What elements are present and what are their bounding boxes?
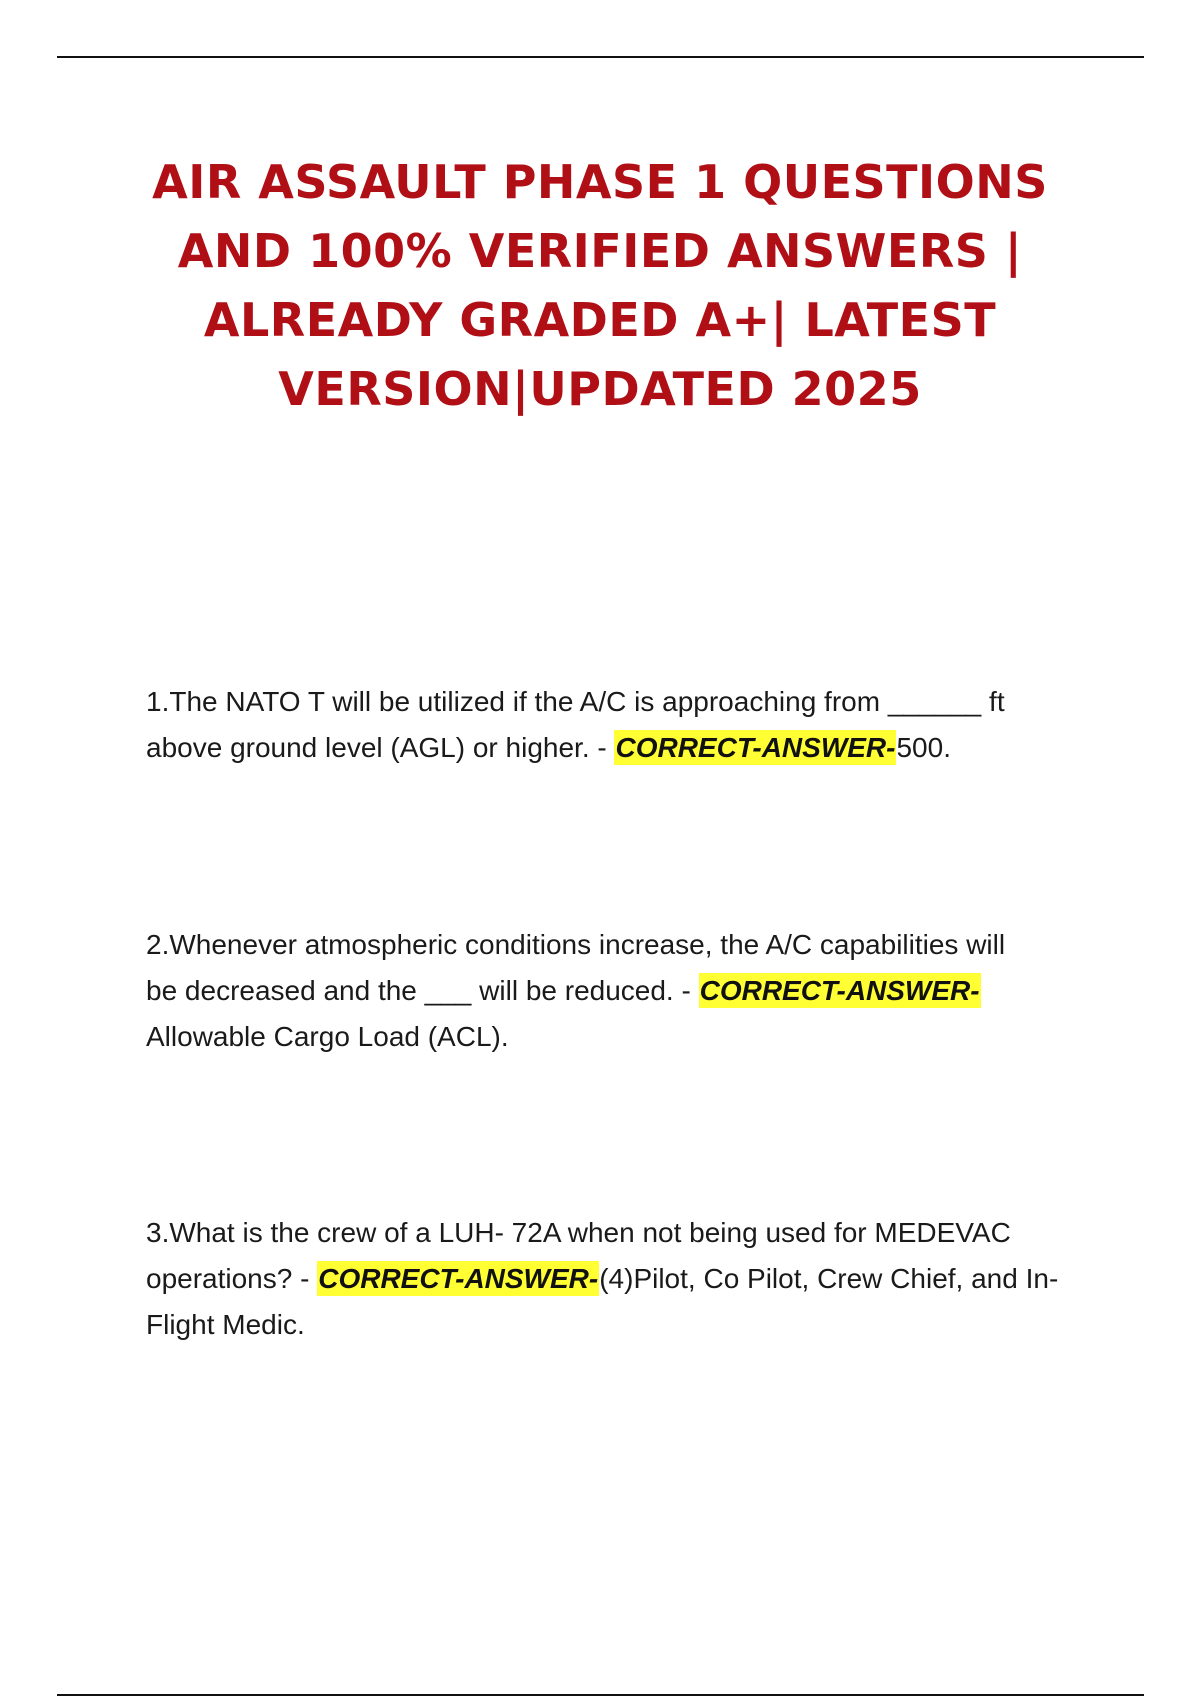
question-text: 3.What is the crew of a LUH- 72A when not being used for MEDEVAC xyxy=(146,1217,1011,1248)
answer-text: 500. xyxy=(896,732,951,763)
question-answer-line xyxy=(146,1256,1086,1302)
correct-answer-marker: CORRECT-ANSWER- xyxy=(615,732,896,763)
document-title xyxy=(100,148,1100,424)
question-answer-line xyxy=(146,968,1086,1014)
question-text: operations? - xyxy=(146,1263,318,1294)
title-line: VERSION|UPDATED 2025 xyxy=(278,362,922,416)
question-answer-line xyxy=(146,725,1086,771)
question-block-3 xyxy=(146,1210,1086,1348)
answer-text: Allowable Cargo Load (ACL). xyxy=(146,1021,509,1052)
header-rule xyxy=(57,56,1144,58)
question-text: above ground level (AGL) or higher. - xyxy=(146,732,615,763)
answer-text: (4)Pilot, Co Pilot, Crew Chief, and In- xyxy=(599,1263,1059,1294)
footer-rule xyxy=(57,1694,1144,1696)
answer-text: Flight Medic. xyxy=(146,1309,305,1340)
title-line: AIR ASSAULT PHASE 1 QUESTIONS xyxy=(152,155,1048,209)
correct-answer-marker: CORRECT-ANSWER- xyxy=(318,1263,599,1294)
correct-answer-marker: CORRECT-ANSWER- xyxy=(699,975,980,1006)
question-block-1 xyxy=(146,679,1086,771)
question-text: 2.Whenever atmospheric conditions increase, the A/C capabilities will xyxy=(146,929,1006,960)
title-line: ALREADY GRADED A+| LATEST xyxy=(203,293,997,347)
title-line: AND 100% VERIFIED ANSWERS | xyxy=(177,224,1023,278)
question-block-2 xyxy=(146,922,1086,1060)
question-text: 1.The NATO T will be utilized if the A/C is approaching from ______ ft xyxy=(146,686,1005,717)
question-text: be decreased and the ___ will be reduced. - xyxy=(146,975,699,1006)
